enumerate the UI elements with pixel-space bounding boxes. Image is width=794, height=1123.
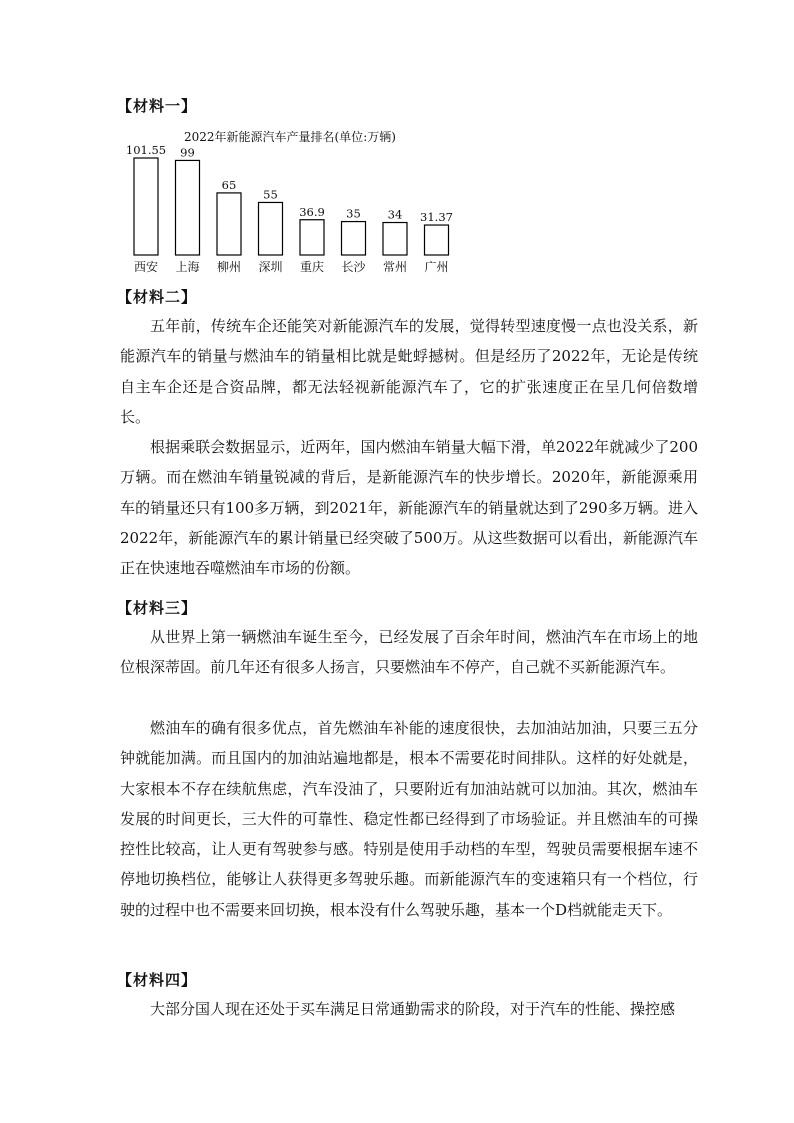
material4-paragraph-1: 大部分国人现在还处于买车满足日常通勤需求的阶段，对于汽车的性能、操控感 (150, 1000, 676, 1018)
material2-paragraph-2: 根据乘联会数据显示，近两年，国内燃油车销量大幅下滑，单2022年就减少了200万辆。而在燃油车销量锐减的背后，是新能源汽车的快步增长。2020年，新能源乘用车的销量还只有100多万辆，到2021年，新能源汽车的销量就达到了290多万辆。进入2022年，新能源汽车的累计销量已经突破了500万。从这些数据可以看出，新能源汽车正在快速地吞噬燃油车市场的份额。 (120, 438, 698, 578)
material3-paragraph-2: 燃油车的确有很多优点，首先燃油车补能的速度很快，去加油站加油，只要三五分钟就能加满。而且国内的加油站遍地都是，根本不需要花时间排队。这样的好处就是，大家根本不存在续航焦虑，汽车没油了，只要附近有加油站就可以加油。其次，燃油车发展的时间更长，三大件的可靠性、稳定性都已经得到了市场验证。并且燃油车的可操控性比较高，让人更有驾驶参与感。特别是使用手动档的车型，驾驶员需要根据车速不停地切换档位，能够让人获得更多驾驶乐趣。而新能源汽车的变速箱只有一个档位，行驶的过程中也不需要来回切换，根本没有什么驾驶乐趣，基本一个D档就能走天下。 (120, 719, 698, 919)
value-label-5: 35 (346, 206, 361, 221)
category-label-6: 常州 (382, 260, 408, 274)
chart-title: 2022年新能源汽车产量排名(单位:万辆) (184, 130, 396, 144)
category-label-0: 西安 (133, 260, 159, 274)
production-bar-chart (120, 140, 460, 280)
category-label-4: 重庆 (299, 260, 325, 274)
category-label-3: 深圳 (258, 260, 283, 274)
bar-3 (259, 202, 283, 255)
category-label-5: 长沙 (341, 260, 366, 274)
material2-paragraph-1: 五年前，传统车企还能笑对新能源汽车的发展，觉得转型速度慢一点也没关系，新能源汽车的销量与燃油车的销量相比就是蚍蜉撼树。但是经历了2022年，无论是传统自主车企还是合资品牌，都无法轻视新能源汽车了，它的扩张速度正在呈几何倍数增长。 (120, 317, 698, 426)
material1-heading: 【材料一】 (117, 97, 198, 115)
value-label-7: 31.37 (420, 210, 453, 225)
material3-heading: 【材料三】 (117, 599, 198, 617)
bar-5 (342, 222, 366, 255)
material4-heading: 【材料四】 (117, 971, 198, 989)
material2-heading: 【材料二】 (117, 288, 198, 306)
value-label-3: 55 (263, 187, 278, 202)
value-label-4: 36.9 (299, 204, 325, 219)
bar-4 (300, 220, 324, 255)
bar-2 (217, 193, 241, 255)
value-label-1: 99 (180, 145, 195, 160)
bar-7 (425, 225, 449, 255)
bar-0 (134, 158, 158, 255)
material3-paragraph-1: 从世界上第一辆燃油车诞生至今，已经发展了百余年时间，燃油汽车在市场上的地位根深蒂固。前几年还有很多人扬言，只要燃油车不停产，自己就不买新能源汽车。 (120, 628, 698, 677)
value-label-2: 65 (221, 177, 237, 192)
category-label-7: 广州 (424, 260, 449, 274)
category-label-1: 上海 (175, 260, 200, 274)
bar-6 (383, 223, 407, 255)
category-label-2: 柳州 (216, 260, 242, 274)
bar-1 (176, 160, 200, 255)
value-label-6: 34 (387, 207, 403, 222)
value-label-0: 101.55 (125, 143, 167, 157)
